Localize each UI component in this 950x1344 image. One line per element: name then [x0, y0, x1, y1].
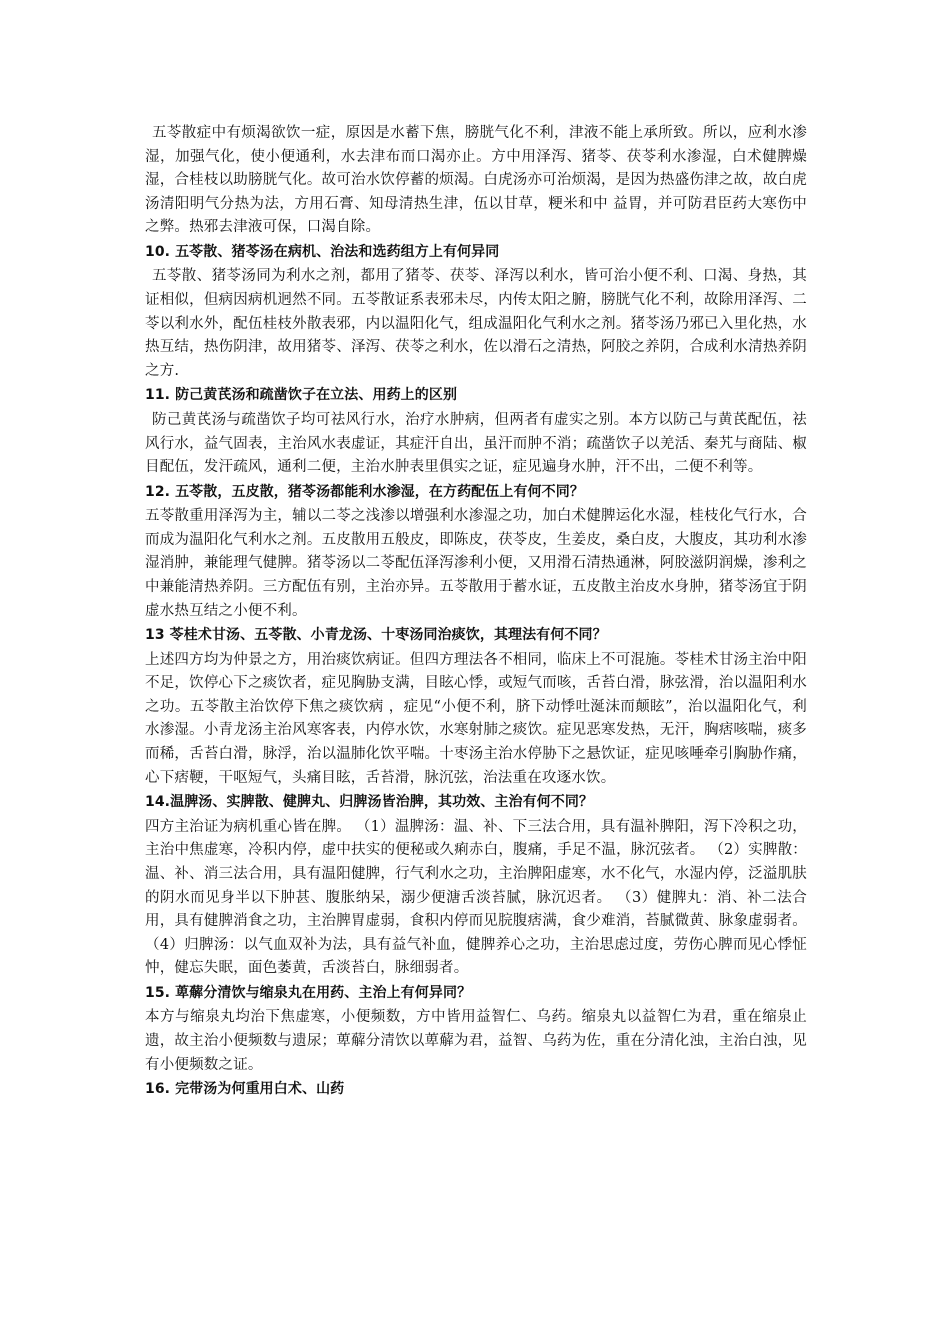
paragraph-q14: 四方主治证为病机重心皆在脾。 （1）温脾汤：温、补、下三法合用，具有温补脾阳，泻下冷积之功，主治中焦虚寒，冷积内停，虚中扶实的便秘或久痢赤白，腹痛，手足不温，脉沉弦者。 （2）实脾散：温、补、消三法合用，具有温阳健脾，行气利水之功，主治脾阳虚寒，水不化气，水湿内停，泛溢肌肤的阴水而见身半以下肿甚、腹胀纳呆，溺少便溏舌淡苔腻，脉沉迟者。 （3）健脾丸：消、补二法合用，具有健脾消食之功，主治脾胃虚弱，食积内停而见脘腹痞满，食少难消，苔腻微黄、脉象虚弱者。 （4）归脾汤：以气血双补为法，具有益气补血，健脾养心之功，主治思虑过度，劳伤心脾而见心悸怔忡，健忘失眠，面色萎黄，舌淡苔白，脉细弱者。 [145, 818, 807, 977]
heading-q16: 16. 完带汤为何重用白术、山药 [145, 1081, 345, 1098]
paragraph-q15: 本方与缩泉丸均治下焦虚寒，小便频数，方中皆用益智仁、乌药。缩泉丸以益智仁为君，重在缩泉止遗，故主治小便频数与遗尿；萆薢分清饮以萆薢为君，益智、乌药为佐，重在分清化浊，主治白浊，见有小便频数之证。 [145, 1009, 807, 1073]
paragraph-q13: 上述四方均为仲景之方，用治痰饮病证。但四方理法各不相同，临床上不可混施。苓桂术甘汤主治中阳不足，饮停心下之痰饮者，症见胸胁支满，目眩心悸，或短气而咳，舌苔白滑，脉弦滑，治以温阳利水之功。五苓散主治饮停下焦之痰饮病 ，症见“小便不利，脐下动悸吐涎沫而颠眩”，治以温阳化气，利水渗湿。小青龙汤主治风寒客表，内停水饮，水寒射肺之痰饮。症见恶寒发热，无汗，胸痞咳喘，痰多而稀，舌苔白滑，脉浮，治以温肺化饮平喘。十枣汤主治水停胁下之悬饮证，症见咳唾牵引胸胁作痛，心下痞鞕，干呕短气，头痛目眩，舌苔滑，脉沉弦，治法重在攻逐水饮。 [145, 651, 807, 786]
paragraph-q11: 防己黄芪汤与疏凿饮子均可祛风行水，治疗水肿病，但两者有虚实之别。本方以防己与黄芪配伍，祛风行水，益气固表，主治风水表虚证，其症汗自出，虽汗而肿不消；疏凿饮子以羌活、秦艽与商陆、椒目配伍，发汗疏风，通利二便，主治水肿表里俱实之证，症见遍身水肿，汗不出，二便不利等。 [145, 411, 807, 476]
heading-q15: 15. 萆薢分清饮与缩泉丸在用药、主治上有何异同？ [145, 984, 472, 1001]
heading-q14: 14.温脾汤、实脾散、健脾丸、归脾汤皆治脾，其功效、主治有何不同？ [145, 794, 594, 811]
paragraph-q10: 五苓散、猪苓汤同为利水之剂，都用了猪苓、茯苓、泽泻以利水，皆可治小便不利、口渴、身热，其证相似，但病因病机迥然不同。五苓散证系表邪未尽，内传太阳之腑，膀胱气化不利，故除用泽泻、二苓以利水外，配伍桂枝外散表邪，内以温阳化气，组成温阳化气利水之剂。猪苓汤乃邪已入里化热，水热互结，热伤阴津，故用猪苓、泽泻、茯苓之利水，佐以滑石之清热，阿胶之养阴，合成利水清热养阴之方. [145, 268, 807, 379]
document-page [145, 122, 807, 1103]
paragraph-wuling-thirst: 五苓散症中有烦渴欲饮一症，原因是水蓄下焦，膀胱气化不利，津液不能上承所致。所以，应利水渗湿，加强气化，使小便通利，水去津布而口渴亦止。方中用泽泻、猪苓、茯苓利水渗湿，白术健脾燥湿，合桂枝以助膀胱气化。故可治水饮停蓄的烦渴。白虎汤亦可治烦渴，是因为热盛伤津之故，故白虎汤清阳明气分热为法，方用石膏、知母清热生津，伍以甘草，粳米和中 益胃，并可防君臣药大寒伤中之弊。热邪去津液可保，口渴自除。 [145, 125, 807, 236]
paragraph-q12: 五苓散重用泽泻为主，辅以二苓之浅渗以增强利水渗湿之功，加白术健脾运化水湿，桂枝化气行水，合而成为温阳化气利水之剂。五皮散用五般皮，即陈皮，茯苓皮，生姜皮，桑白皮，大腹皮，其功利水渗湿消肿，兼能理气健脾。猪苓汤以二苓配伍泽泻渗利小便，又用滑石清热通淋，阿胶滋阴润燥，渗利之中兼能清热养阴。三方配伍有别，主治亦异。五苓散用于蓄水证，五皮散主治皮水身肿，猪苓汤宜于阴虚水热互结之小便不利。 [145, 508, 807, 619]
heading-q10: 10. 五苓散、猪苓汤在病机、治法和选药组方上有何异同 [145, 243, 500, 260]
heading-q11: 11. 防己黄芪汤和疏凿饮子在立法、用药上的区别 [145, 387, 458, 404]
heading-q12: 12. 五苓散，五皮散，猪苓汤都能利水渗湿，在方药配伍上有何不同？ [145, 483, 584, 500]
heading-q13: 13 苓桂术甘汤、五苓散、小青龙汤、十枣汤同治痰饮，其理法有何不同？ [145, 627, 607, 644]
